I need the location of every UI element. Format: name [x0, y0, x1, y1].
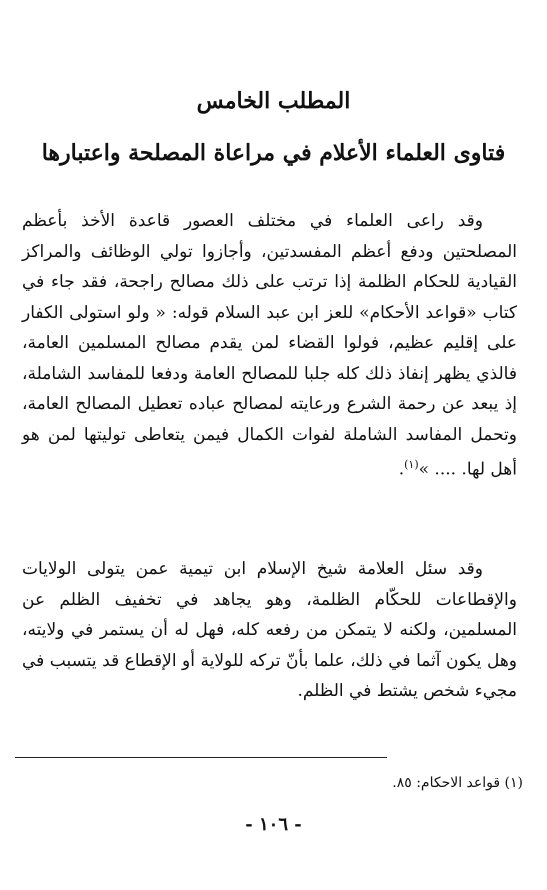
page-number: - ١٠٦ -: [245, 814, 302, 835]
chapter-title: فتاوى العلماء الأعلام في مراعاة المصلحة واعتبارها: [41, 140, 506, 166]
paragraph-2: وقد سئل العلامة شيخ الإسلام ابن تيمية عمن يتولى الولايات والإقطاعات للحكّام الظلمة، وهو يجاهد في تخفيف الظلم عن المسلمين، ولكنه لا يتمكن من رفعه كله، فهل له أن يستمر في ولايته، وهل يكون آثما في ذلك، علما بأنّ تركه للولاية أو الإقطاع قد يتسبب في مجيء شخص يشتط في الظلم.: [22, 559, 517, 701]
footnote-divider: [15, 757, 387, 758]
paragraph-1-end: .: [398, 459, 405, 480]
footnote: (١) قواعد الاحكام: ٨٥.: [392, 775, 523, 791]
paragraph-1: [22, 206, 517, 485]
section-heading: المطلب الخامس: [196, 88, 351, 114]
paragraph-1-text: وقد راعى العلماء في مختلف العصور قاعدة الأخذ بأعظم المصلحتين ودفع أعظم المفسدتين، وأجازوا تولي الوظائف والمراكز القيادية للحكام الظلمة إذا ترتب على ذلك مصالح راجحة، فقد جاء في كتاب «قواعد الأحكام» للعز ابن عبد السلام قوله: « ولو استولى الكفار على إقليم عظيم، فولوا القضاء لمن يقدم مصالح المسلمين العامة، فالذي يظهر إنفاذ ذلك كله جلبا للمصالح العامة ودفعا للمفاسد الشاملة، إذ يبعد عن رحمة الشرع ورعايته لمصالح عباده تعطيل المصالح العامة، وتحمل المفاسد الشاملة لفوات الكمال فيمن يتعاطى توليتها لمن هو أهل لها. .... »: [22, 211, 517, 480]
footnote-marker: (١): [404, 458, 419, 471]
